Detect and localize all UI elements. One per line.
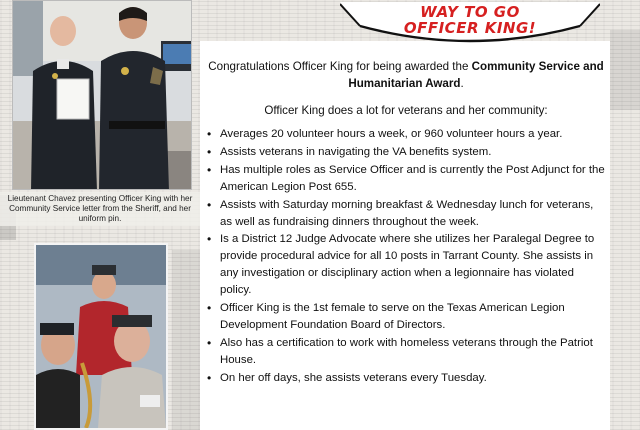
headline-line2: OFFICER KING! [403, 19, 537, 37]
list-item: • Is a District 12 Judge Advocate where she utilizes her Paralegal Degree to provide procedural advice for all 10 posts in Tarrant County. She assists in any investigation or disciplinary action when a legionnaire has violated policy. [204, 231, 606, 299]
award-name: Community Service and Humanitarian Award [348, 60, 604, 90]
list-item: • On her off days, she assists veterans every Tuesday. [204, 370, 606, 387]
headline-banner [340, 0, 600, 50]
headline-line1: WAY TO GO [420, 3, 520, 21]
list-item: • Assists veterans in navigating the VA benefits system. [204, 144, 606, 161]
award-intro [204, 58, 608, 92]
award-presentation-photo [12, 0, 192, 190]
list-item: • Officer King is the 1st female to serve on the Texas American Legion Development Foundation Board of Directors. [204, 300, 606, 334]
photo1-caption: Lieutenant Chavez presenting Officer King with her Community Service letter from the Sheriff, and her uniform pin. [0, 192, 200, 226]
list-item: • Averages 20 volunteer hours a week, or 960 volunteer hours a year. [204, 126, 606, 143]
intro-suffix: . [460, 77, 464, 90]
headline-text [340, 0, 600, 36]
intro-prefix: Congratulations Officer King for being awarded the [208, 60, 472, 73]
list-item: • Has multiple roles as Service Officer and is currently the Post Adjunct for the American Legion Post 655. [204, 162, 606, 196]
lead-sentence: Officer King does a lot for veterans and her community: [264, 104, 548, 117]
veterans-group-photo [34, 243, 168, 430]
accomplishments-list [204, 126, 606, 388]
list-item: • Assists with Saturday morning breakfast & Wednesday lunch for veterans, as well as fundraising dinners throughout the week. [204, 197, 606, 231]
list-item: • Also has a certification to work with homeless veterans through the Patriot House. [204, 335, 606, 369]
